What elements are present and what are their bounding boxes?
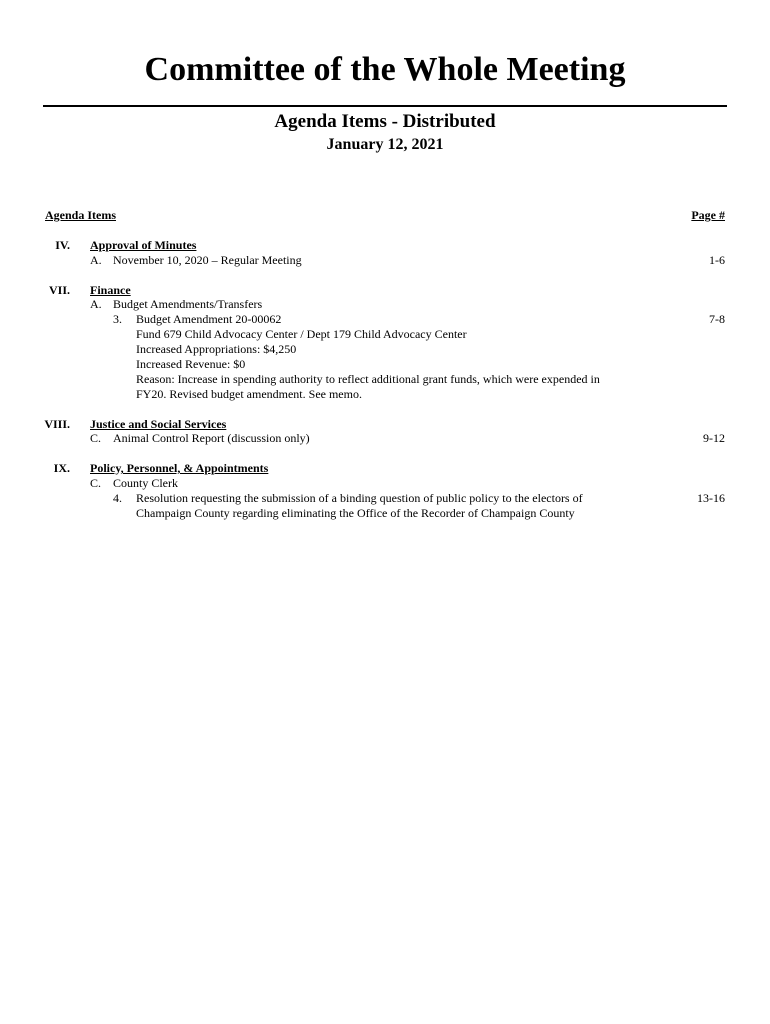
subitem-number: 3.: [113, 312, 122, 326]
subitem-line: Increased Revenue: $0: [136, 357, 246, 371]
subitem-line: Fund 679 Child Advocacy Center / Dept 179 Child Advocacy Center: [136, 327, 467, 341]
item-text: County Clerk: [113, 476, 178, 490]
page-subtitle: Agenda Items - Distributed: [274, 111, 496, 132]
title-divider: [43, 105, 727, 107]
section-title-justice-and-social-services: Justice and Social Services: [90, 417, 227, 431]
section-number: VIII.: [44, 417, 70, 431]
agenda-items-header: Agenda Items: [45, 208, 116, 222]
item-text: Animal Control Report (discussion only): [113, 431, 310, 445]
item-text: November 10, 2020 – Regular Meeting: [113, 253, 302, 267]
subitem-line: Champaign County regarding eliminating the Office of the Recorder of Champaign County: [136, 506, 575, 520]
subitem-line: Increased Appropriations: $4,250: [136, 342, 297, 356]
page-title: Committee of the Whole Meeting: [144, 51, 626, 88]
item-text: Budget Amendments/Transfers: [113, 297, 263, 311]
item-page-number: 9-12: [703, 431, 725, 445]
section-number: IX.: [53, 461, 70, 475]
subitem-line: FY20. Revised budget amendment. See memo.: [136, 387, 362, 401]
section-title-finance: Finance: [90, 283, 131, 297]
subitem-line: Reason: Increase in spending authority to reflect additional grant funds, which were expended in: [136, 372, 600, 386]
item-page-number: 13-16: [697, 491, 725, 505]
item-letter: C.: [90, 476, 102, 490]
page-number-header: Page #: [691, 208, 725, 222]
meeting-date: January 12, 2021: [326, 136, 444, 153]
subitem-line: Budget Amendment 20-00062: [136, 312, 282, 326]
section-title-policy-personnel-appointments: Policy, Personnel, & Appointments: [90, 461, 269, 475]
item-page-number: 1-6: [709, 253, 725, 267]
item-letter: A.: [90, 297, 102, 311]
subitem-number: 4.: [113, 491, 122, 505]
section-title-approval-of-minutes: Approval of Minutes: [90, 238, 197, 252]
item-letter: A.: [90, 253, 102, 267]
section-number: VII.: [48, 283, 70, 297]
item-letter: C.: [90, 431, 102, 445]
subitem-line: Resolution requesting the submission of a binding question of public policy to the electors of: [136, 491, 583, 505]
item-page-number: 7-8: [709, 312, 725, 326]
section-number: IV.: [55, 238, 70, 252]
